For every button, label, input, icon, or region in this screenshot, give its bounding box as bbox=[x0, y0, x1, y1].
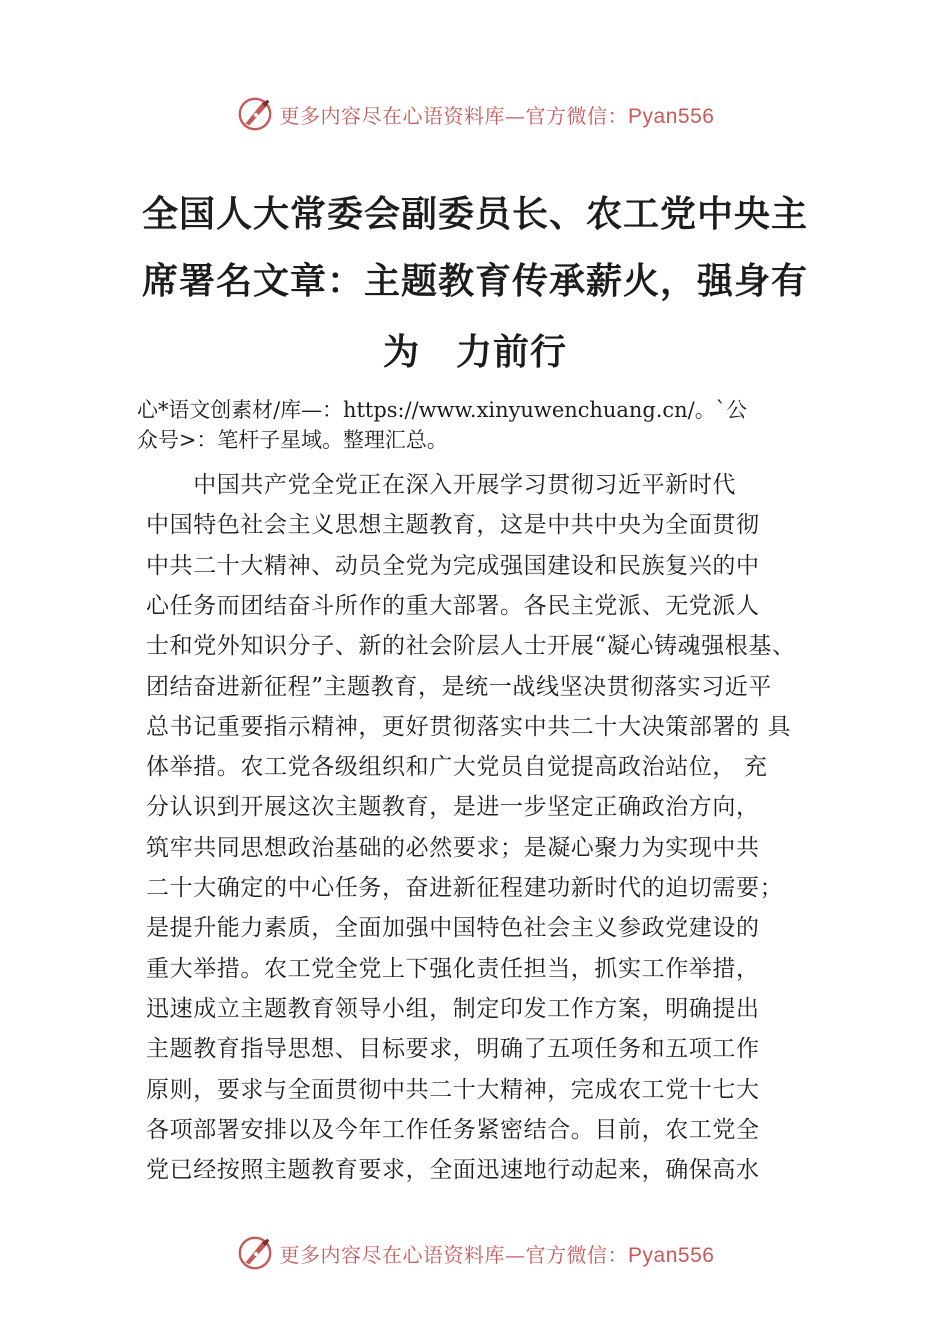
source-line-1: 心*语文创素材/库—：https://www.xinyuwenchuang.cn/。`公 bbox=[137, 398, 748, 422]
banner-text: 更多内容尽在心语资料库—官方微信：Pyan556 bbox=[279, 1242, 715, 1267]
body-line: 原则，要求与全面贯彻中共二十大精神，完成农工党十七大 bbox=[146, 1076, 760, 1103]
banner-text: 更多内容尽在心语资料库—官方微信：Pyan556 bbox=[279, 103, 715, 128]
wechat-id: Pyan556 bbox=[628, 1243, 715, 1267]
source-line-2: 众号>：笔杆子星域。整理汇总。 bbox=[137, 428, 448, 452]
body-line: 体举措。农工党各级组织和广大党员自觉提高政治站位， 充 bbox=[146, 754, 768, 781]
body-line: 士和党外知识分子、新的社会阶层人士开展“凝心铸魂强根基、 bbox=[146, 633, 796, 660]
body-line: 筑牢共同思想政治基础的必然要求；是凝心聚力为实现中共 bbox=[146, 834, 760, 861]
body-line: 中国共产党全党正在深入开展学习贯彻习近平新时代 bbox=[146, 472, 736, 498]
body-line: 重大举措。农工党全党上下强化责任担当，抓实工作举措， bbox=[146, 955, 760, 982]
body-line: 中国特色社会主义思想主题教育，这是中共中央为全面贯彻 bbox=[146, 512, 760, 539]
body-line: 各项部署安排以及今年工作任务紧密结合。目前，农工党全 bbox=[146, 1116, 760, 1143]
body-line: 分认识到开展这次主题教育，是进一步坚定正确政治方向， bbox=[146, 794, 760, 821]
body-line: 是提升能力素质，全面加强中国特色社会主义参政党建设的 bbox=[146, 915, 760, 942]
title-line-1: 全国人大常委会副委员长、农工党中央主 bbox=[141, 193, 808, 235]
pen-nib-logo-icon bbox=[236, 1234, 274, 1272]
body-line: 中共二十大精神、动员全党为完成强国建设和民族复兴的中 bbox=[146, 552, 760, 579]
body-line: 迅速成立主题教育领导小组，制定印发工作方案，明确提出 bbox=[146, 995, 760, 1022]
body-line: 总书记重要指示精神，更好贯彻落实中共二十大决策部署的 具 bbox=[146, 713, 792, 740]
wechat-id: Pyan556 bbox=[628, 104, 715, 128]
body-line: 二十大确定的中心任务，奋进新征程建功新时代的迫切需要； bbox=[146, 875, 784, 901]
pen-nib-logo-icon bbox=[236, 95, 274, 133]
title-line-3-part-b: 力前行 bbox=[456, 331, 568, 373]
bottom-banner bbox=[0, 1231, 950, 1275]
body-line: 团结奋进新征程”主题教育，是统一战线坚决贯彻落实习近平 bbox=[146, 673, 772, 700]
body-line: 党已经按照主题教育要求，全面迅速地行动起来，确保高水 bbox=[146, 1157, 760, 1184]
title-line-2: 席署名文章：主题教育传承薪火，强身有 bbox=[141, 260, 808, 302]
title-line-3 bbox=[130, 324, 820, 375]
body-line: 主题教育指导思想、目标要求，明确了五项任务和五项工作 bbox=[146, 1036, 760, 1063]
body-line: 心任务而团结奋斗所作的重大部署。各民主党派、无党派人 bbox=[146, 592, 760, 619]
title-line-3-part-a: 为 bbox=[382, 331, 420, 373]
top-banner bbox=[0, 92, 950, 136]
